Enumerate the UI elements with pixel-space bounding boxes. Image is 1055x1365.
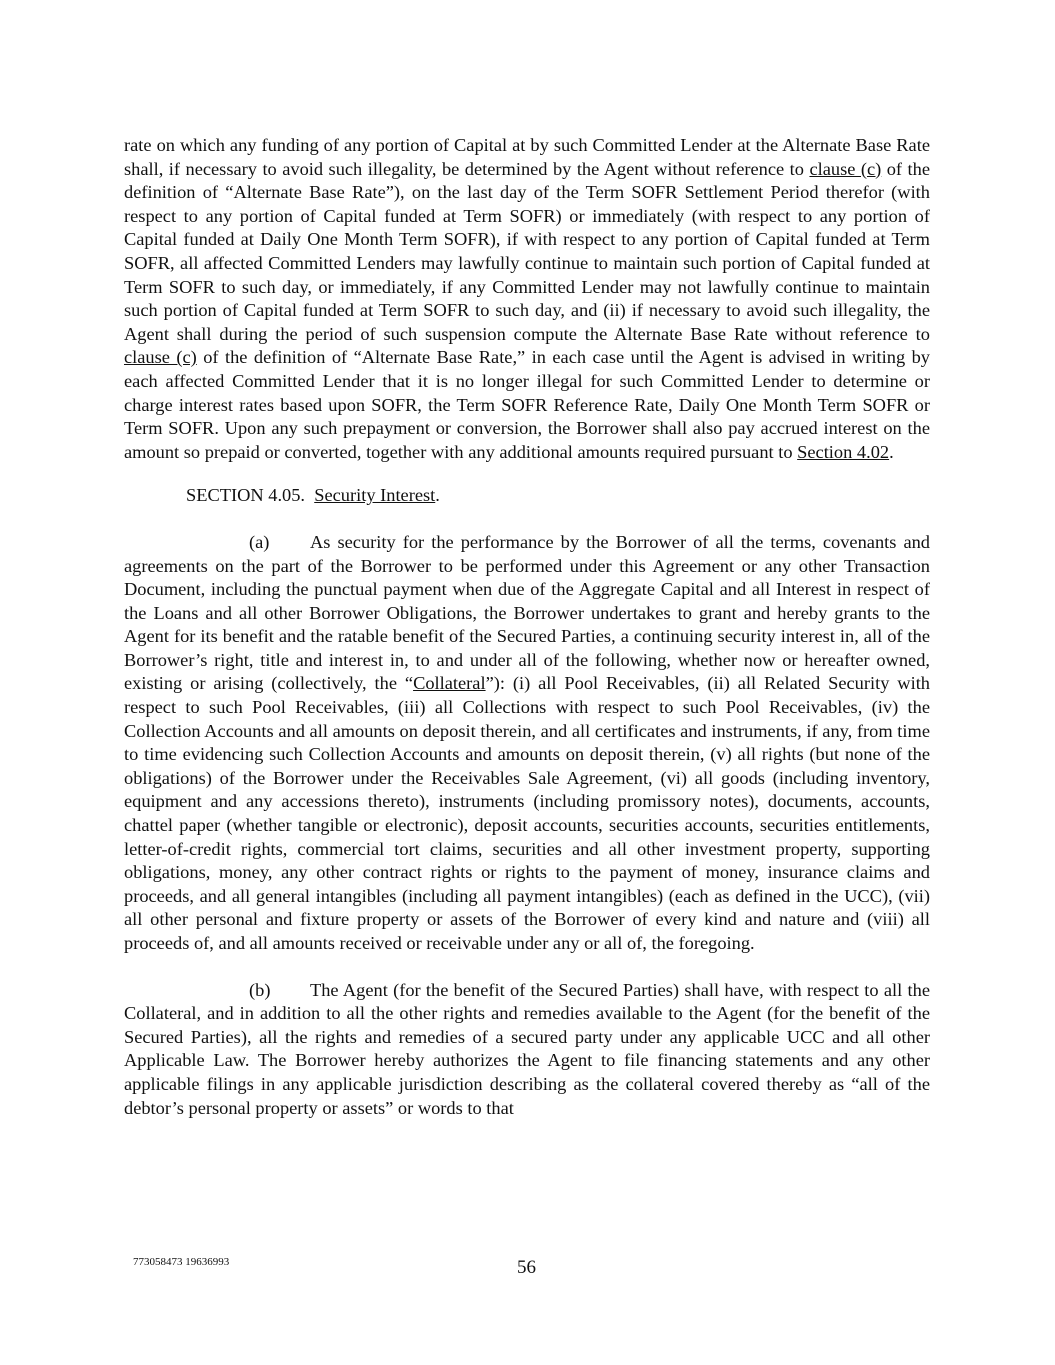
section-4-02-reference: Section 4.02 [797, 441, 890, 462]
section-title: Security Interest [314, 485, 436, 506]
clause-c-reference: clause (c) [124, 347, 197, 368]
paragraph-text: The Agent (for the benefit of the Secured Parties) shall have, with respect to all the Collateral, and in addition to all the other rights and remedies available to the Agent (for the benefit of the Secured Parties), all the rights and remedies of a secured party under any applicable UCC and all other Applicable Law. The Borrower hereby authorizes the Agent to file financing statements and any other applicable filings in any applicable jurisdiction describing as the collateral covered thereby as “all of the debtor’s personal property or assets” or words to that [124, 979, 930, 1118]
paragraph-text: As security for the performance by the Borrower of all the terms, covenants and agreements on the part of the Borrower to be performed under this Agreement or any other Transaction Document, including the punctual payment when due of the Aggregate Capital and all Interest in respect of the Loans and all other Borrower Obligations, the Borrower undertakes to grant and hereby grants to the Agent for its benefit and the ratable benefit of the Secured Parties, a continuing security interest in, all of the Borrower’s right, title and interest in, to and under all of the following, whether now or hereafter owned, existing or arising (collectively, the “ [124, 531, 930, 694]
collateral-defined-term: Collateral [413, 673, 486, 694]
continued-paragraph [124, 134, 930, 464]
paragraph-text: rate on which any funding of any portion of Capital at by such Committed Lender at the Alternate Base Rate shall, if necessary to avoid such illegality, be determined by the Agent without reference to [124, 135, 930, 179]
paragraph-text: of the definition of “Alternate Base Rate,” in each case until the Agent is advised in writing by each affected Committed Lender that it is no longer illegal for such Committed Lender to determine or charge interest rates based upon SOFR, the Term SOFR Reference Rate, Daily One Month Term SOFR or Term SOFR. Upon any such prepayment or conversion, the Borrower shall also pay accrued interest on the amount so prepaid or converted, together with any additional amounts required pursuant to [124, 347, 930, 462]
section-title-period: . [435, 485, 440, 506]
document-id: 773058473 19636993 [133, 1256, 230, 1268]
paragraph-text: . [889, 441, 894, 462]
paragraph-text: ”): (i) all Pool Receivables, (ii) all Related Security with respect to such Pool Receivables, (iii) all Collections with respect to such Pool Receivables, (iv) the Collection Accounts and all amounts on deposit therein, and all certificates and instruments, if any, from time to time evidencing such Collection Accounts and amounts on deposit therein, (v) all rights (but none of the obligations) of the Borrower under the Receivables Sale Agreement, (vi) all goods (including inventory, equipment and any accessions thereto), instruments (including promissory notes), documents, accounts, chattel paper (whether tangible or electronic), deposit accounts, securities accounts, securities entitlements, letter-of-credit rights, commercial tort claims, securities and all other investment property, supporting obligations, money, any other contract rights or rights to the payment of money, insurance claims and proceeds, and all general intangibles (including all payment intangibles) (each as defined in the UCC), (vii) all other personal and fixture property or assets of the Borrower of every kind and nature and (viii) all proceeds of, and all amounts received or receivable under any or all of, the foregoing. [124, 673, 930, 953]
document-page [124, 134, 930, 1120]
subparagraph-label: (a) [249, 531, 270, 552]
clause-c-reference: clause (c) [809, 158, 882, 179]
subparagraph-b [124, 979, 930, 1121]
section-number: SECTION 4.05. [186, 485, 306, 506]
subparagraph-label: (b) [249, 979, 271, 1000]
section-heading [124, 484, 930, 508]
paragraph-text: of the definition of “Alternate Base Rate”), on the last day of the Term SOFR Settlement Period therefor (with respect to any portion of Capital funded at Term SOFR) or immediately (with respect to any portion of Capital funded at Daily One Month Term SOFR), if with respect to any portion of Capital funded at Term SOFR, all affected Committed Lenders may lawfully continue to maintain such portion of Capital funded at Term SOFR to such day, or immediately, if any Committed Lender may not lawfully continue to maintain such portion of Capital funded at Term SOFR to such day, and (ii) if necessary to avoid such illegality, the Agent shall during the period of such suspension compute the Alternate Base Rate without reference to [124, 158, 930, 344]
subparagraph-a [124, 531, 930, 956]
page-number: 56 [517, 1257, 536, 1278]
